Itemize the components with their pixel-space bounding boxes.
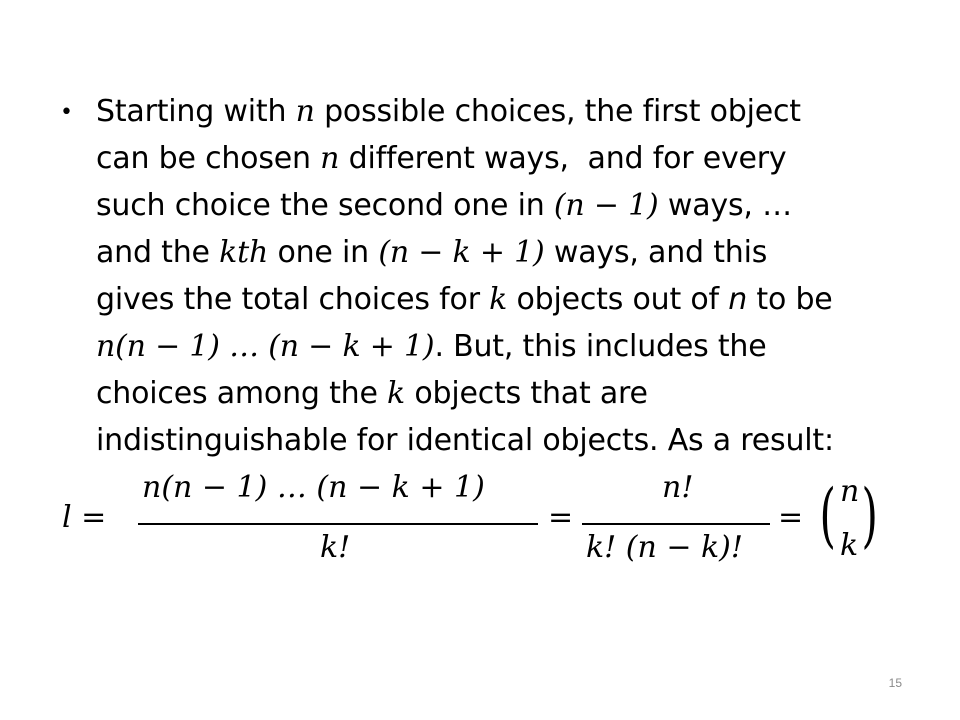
paragraph-line-4: and the kth one in (n − k + 1) ways, and this	[96, 235, 768, 270]
binomial-bottom: k	[840, 528, 859, 563]
italic-n: n	[728, 282, 748, 317]
bullet-paragraph	[96, 88, 910, 464]
math-kth: kth	[219, 235, 269, 270]
paragraph-line-1: Starting with n possible choices, the first object	[96, 94, 801, 129]
binomial-top: n	[840, 474, 860, 509]
fraction-2-denominator: k! (n − k)!	[586, 530, 743, 565]
equals-sign-2: =	[548, 500, 574, 535]
fraction-1-numerator: n(n − 1) … (n − k + 1)	[142, 470, 485, 505]
math-n: n	[295, 94, 315, 129]
math-n: n	[320, 141, 340, 176]
math-k: k	[387, 376, 406, 411]
bullet-marker: •	[60, 100, 73, 125]
combination-equation	[62, 470, 902, 580]
binomial-close-paren: )	[861, 474, 878, 556]
fraction-2-bar	[582, 523, 770, 525]
fraction-2-numerator: n!	[662, 470, 694, 505]
paragraph-line-5: gives the total choices for k objects out of n to be	[96, 282, 833, 317]
binomial-open-paren: (	[819, 474, 836, 556]
paragraph-line-3: such choice the second one in (n − 1) ways, …	[96, 188, 792, 223]
math-k: k	[489, 282, 508, 317]
equation-lhs: l =	[62, 500, 107, 535]
fraction-1-bar	[138, 523, 538, 525]
equals-sign-3: =	[778, 500, 804, 535]
bullet-item	[60, 88, 910, 464]
paragraph-line-6: n(n − 1) … (n − k + 1). But, this includes the	[96, 329, 767, 364]
math-product: n(n − 1) … (n − k + 1)	[96, 329, 435, 364]
page-number: 15	[888, 676, 902, 690]
math-n-minus-1: (n − 1)	[553, 188, 659, 223]
fraction-1-denominator: k!	[320, 530, 351, 565]
paragraph-line-7: choices among the k objects that are	[96, 376, 648, 411]
paragraph-line-8: indistinguishable for identical objects. As a result:	[96, 423, 834, 458]
math-n-minus-k-plus-1: (n − k + 1)	[378, 235, 545, 270]
paragraph-line-2: can be chosen n different ways, and for every	[96, 141, 787, 176]
